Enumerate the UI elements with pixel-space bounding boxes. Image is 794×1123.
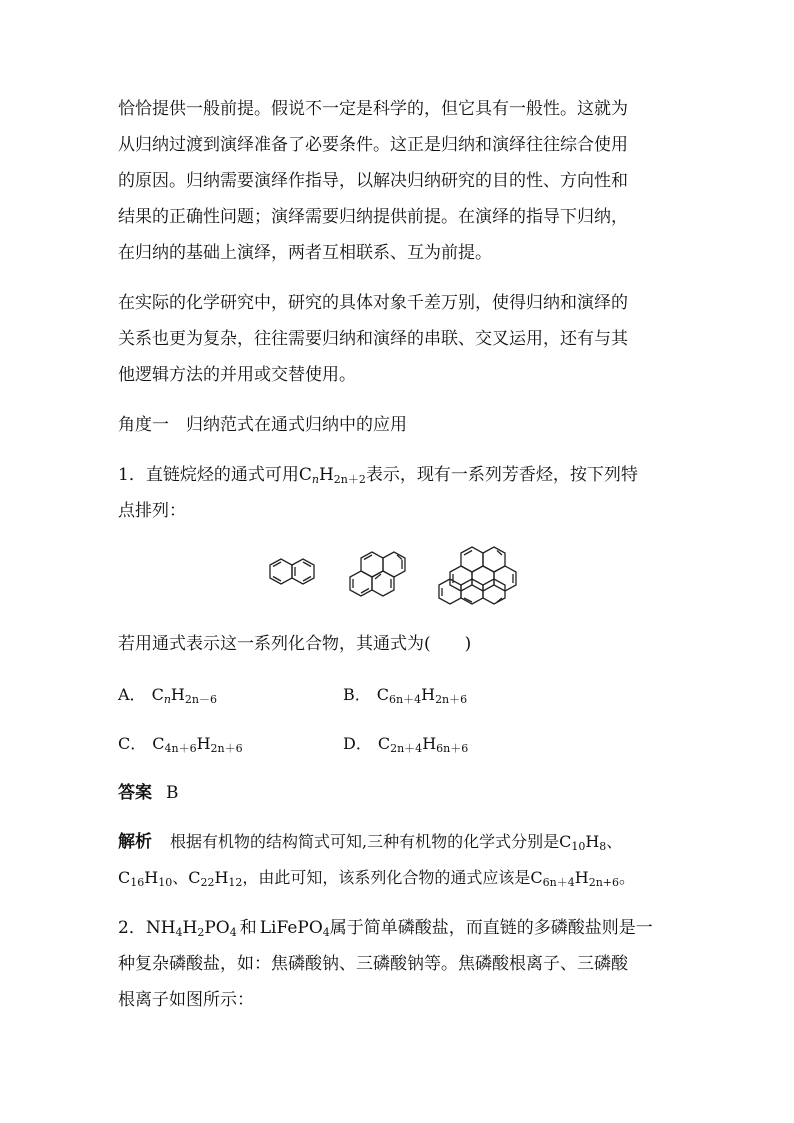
formula-subscript: 6n＋4 bbox=[542, 876, 575, 889]
paragraph2-line-3: 他逻辑方法的并用或交替使用。 bbox=[118, 365, 356, 385]
question-text: 和 bbox=[239, 918, 257, 938]
formula-subscript: 4 bbox=[322, 926, 330, 939]
analysis-text: ，由此可知，该系列化合物的通式应该是C bbox=[242, 868, 543, 887]
question-2-line-3: 根离子如图所示： bbox=[118, 990, 254, 1010]
analysis-line-2 bbox=[118, 866, 698, 890]
analysis-label: 解析 bbox=[118, 832, 152, 852]
formula-element: NH bbox=[145, 918, 176, 938]
formula-element: C bbox=[118, 868, 131, 887]
option-label: D． bbox=[343, 734, 372, 753]
question-number: 1． bbox=[118, 465, 146, 485]
formula-element: H bbox=[196, 734, 211, 753]
question-text: 属于简单磷酸盐，而直链的多磷酸盐则是一 bbox=[329, 918, 653, 938]
analysis-text: 。 bbox=[619, 868, 636, 887]
formula-element: H bbox=[318, 465, 334, 485]
formula-element: H bbox=[170, 685, 185, 704]
answer-value: B bbox=[166, 783, 179, 803]
formula-element: H bbox=[214, 868, 229, 887]
formula-element: LiFePO bbox=[259, 918, 323, 938]
formula-subscript: 10 bbox=[158, 876, 173, 889]
question-1-prompt: 若用通式表示这一系列化合物，其通式为( ) bbox=[118, 634, 472, 654]
pyrene-structure bbox=[344, 548, 424, 606]
formula-subscript: 16 bbox=[130, 876, 145, 889]
question-2-line-2: 种复杂磷酸盐，如：焦磷酸钠、三磷酸钠等。焦磷酸根离子、三磷酸 bbox=[118, 954, 628, 974]
paragraph2-line-2: 关系也更为复杂，往往需要归纳和演绎的串联、交叉运用，还有与其 bbox=[118, 329, 628, 349]
formula-element: PO bbox=[204, 918, 230, 938]
formula-element: C bbox=[376, 685, 390, 704]
formula-element: C bbox=[298, 465, 312, 485]
formula-subscript: 2 bbox=[197, 926, 205, 939]
option-c[interactable] bbox=[118, 732, 243, 756]
formula-element: 、C bbox=[172, 868, 201, 887]
formula-subscript: 4 bbox=[175, 926, 183, 939]
option-b[interactable] bbox=[343, 683, 467, 707]
question-2-line-1 bbox=[118, 916, 698, 940]
section-heading: 角度一 归纳范式在通式归纳中的应用 bbox=[118, 415, 407, 435]
option-label: A． bbox=[118, 685, 146, 704]
formula-subscript: 2n＋4 bbox=[390, 742, 423, 755]
formula-element: H bbox=[574, 868, 589, 887]
formula-element: H bbox=[585, 832, 600, 851]
question-text: 直链烷烃的通式可用 bbox=[145, 465, 299, 485]
formula-subscript: 2n－6 bbox=[184, 693, 217, 706]
naphthalene-structure bbox=[262, 548, 332, 604]
formula-subscript: 6n＋4 bbox=[389, 693, 422, 706]
option-a[interactable] bbox=[118, 683, 217, 707]
formula-subscript: 12 bbox=[228, 876, 243, 889]
formula-subscript: 10 bbox=[571, 840, 586, 853]
formula-subscript: 2n＋6 bbox=[435, 693, 468, 706]
paragraph1-line-2: 从归纳过渡到演绎准备了必要条件。这正是归纳和演绎往往综合使用 bbox=[118, 135, 628, 155]
answer-line bbox=[118, 781, 698, 805]
paragraph2-line-1: 在实际的化学研究中，研究的具体对象千差万别，使得归纳和演绎的 bbox=[118, 293, 628, 313]
formula-element: H bbox=[421, 685, 436, 704]
formula-element: C bbox=[152, 734, 165, 753]
formula-subscript: 2n＋6 bbox=[210, 742, 243, 755]
paragraph1-line-4: 结果的正确性问题；演绎需要归纳提供前提。在演绎的指导下归纳， bbox=[118, 207, 628, 227]
paragraph1-line-5: 在归纳的基础上演绎，两者互相联系、互为前提。 bbox=[118, 243, 492, 263]
formula-subscript: 6n＋6 bbox=[436, 742, 469, 755]
analysis-text: 根据有机物的结构简式可知,三种有机物的化学式分别是C bbox=[170, 832, 572, 851]
formula-element: H bbox=[182, 918, 198, 938]
analysis-text: 、 bbox=[606, 832, 623, 851]
formula-subscript: n bbox=[163, 693, 171, 706]
question-text: 表示，现有一系列芳香烃，按下列特 bbox=[365, 465, 638, 485]
formula-element: H bbox=[144, 868, 159, 887]
formula-element: C bbox=[151, 685, 164, 704]
question-1-line-2: 点排列： bbox=[118, 501, 186, 521]
option-label: B． bbox=[343, 685, 371, 704]
formula-subscript: 22 bbox=[200, 876, 215, 889]
question-1-line-1 bbox=[118, 463, 698, 487]
question-number: 2． bbox=[118, 918, 146, 938]
analysis-line-1 bbox=[118, 830, 698, 854]
option-label: C． bbox=[118, 734, 147, 753]
formula-element: H bbox=[422, 734, 437, 753]
answer-label: 答案 bbox=[118, 783, 152, 803]
formula-subscript: 2n＋2 bbox=[333, 473, 366, 486]
formula-subscript: 4n＋6 bbox=[164, 742, 197, 755]
coronene-like-structure bbox=[434, 546, 534, 608]
formula-subscript: 4 bbox=[229, 926, 237, 939]
option-d[interactable] bbox=[343, 732, 468, 756]
paragraph1-line-3: 的原因。归纳需要演绎作指导，以解决归纳研究的目的性、方向性和 bbox=[118, 171, 628, 191]
paragraph1-line-1: 恰恰提供一般前提。假说不一定是科学的，但它具有一般性。这就为 bbox=[118, 99, 628, 119]
formula-subscript: 2n+6 bbox=[588, 876, 620, 889]
formula-subscript: n bbox=[311, 473, 319, 486]
formula-subscript: 8 bbox=[599, 840, 607, 853]
formula-element: C bbox=[377, 734, 391, 753]
